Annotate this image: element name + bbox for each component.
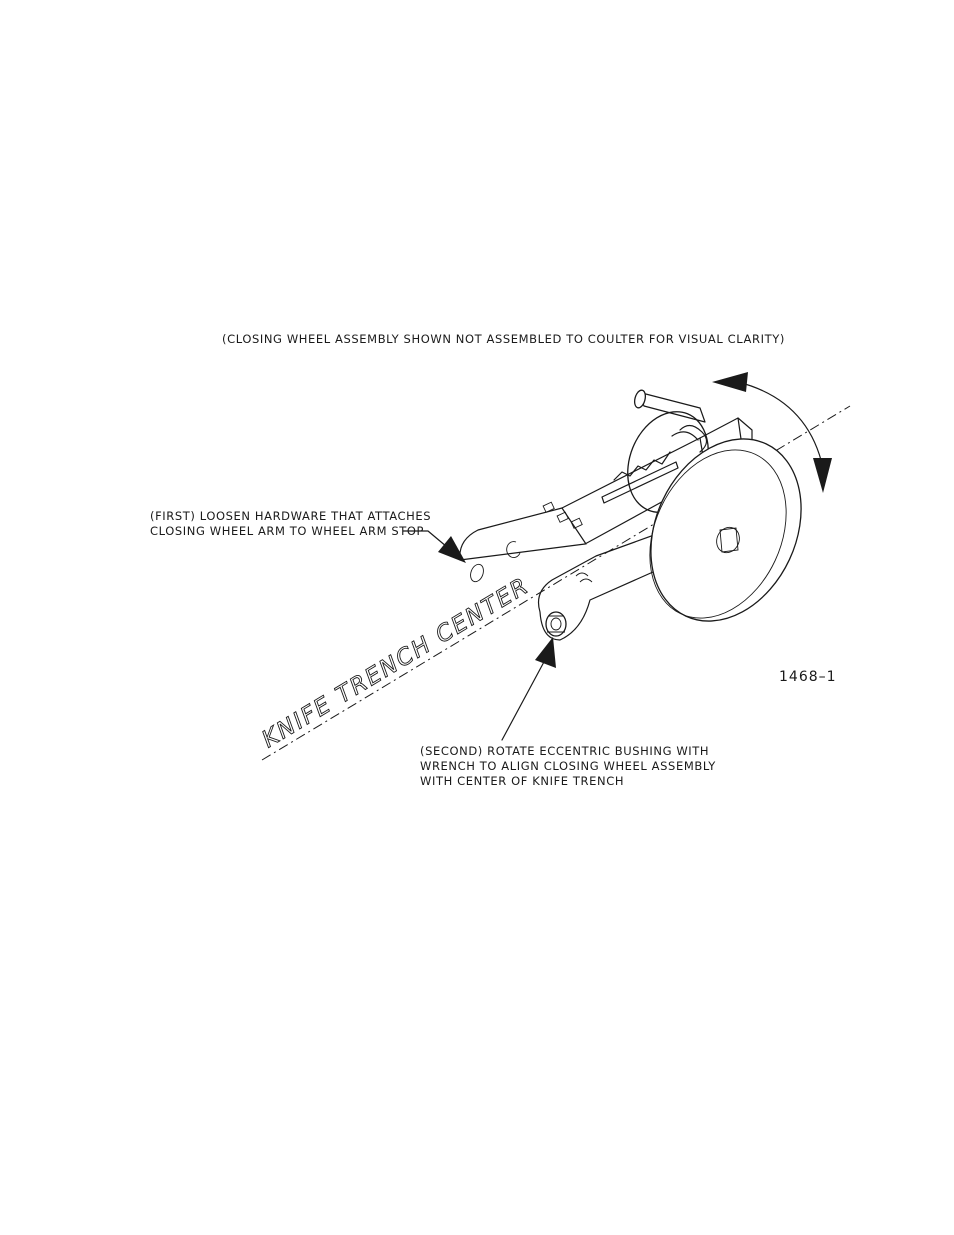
arrowhead-icon xyxy=(535,637,556,668)
figure-number: 1468–1 xyxy=(779,669,837,685)
first-instruction-line1: (FIRST) LOOSEN HARDWARE THAT ATTACHES xyxy=(150,509,432,523)
eccentric-bushing xyxy=(546,612,566,636)
second-instruction-line1: (SECOND) ROTATE ECCENTRIC BUSHING WITH xyxy=(420,744,710,758)
first-instruction-line2: CLOSING WHEEL ARM TO WHEEL ARM STOP xyxy=(150,524,425,538)
second-instruction-line2: WRENCH TO ALIGN CLOSING WHEEL ASSEMBLY xyxy=(420,759,716,773)
second-instruction-line3: WITH CENTER OF KNIFE TRENCH xyxy=(420,774,625,788)
second-callout xyxy=(420,637,716,788)
first-callout xyxy=(150,509,466,563)
attaching-hole xyxy=(468,562,485,583)
caption-text: (CLOSING WHEEL ASSEMBLY SHOWN NOT ASSEMBLED TO COULTER FOR VISUAL CLARITY) xyxy=(222,332,785,346)
trench-center-label: KNIFE TRENCH CENTER xyxy=(257,572,535,754)
arrowhead-icon xyxy=(438,536,466,563)
